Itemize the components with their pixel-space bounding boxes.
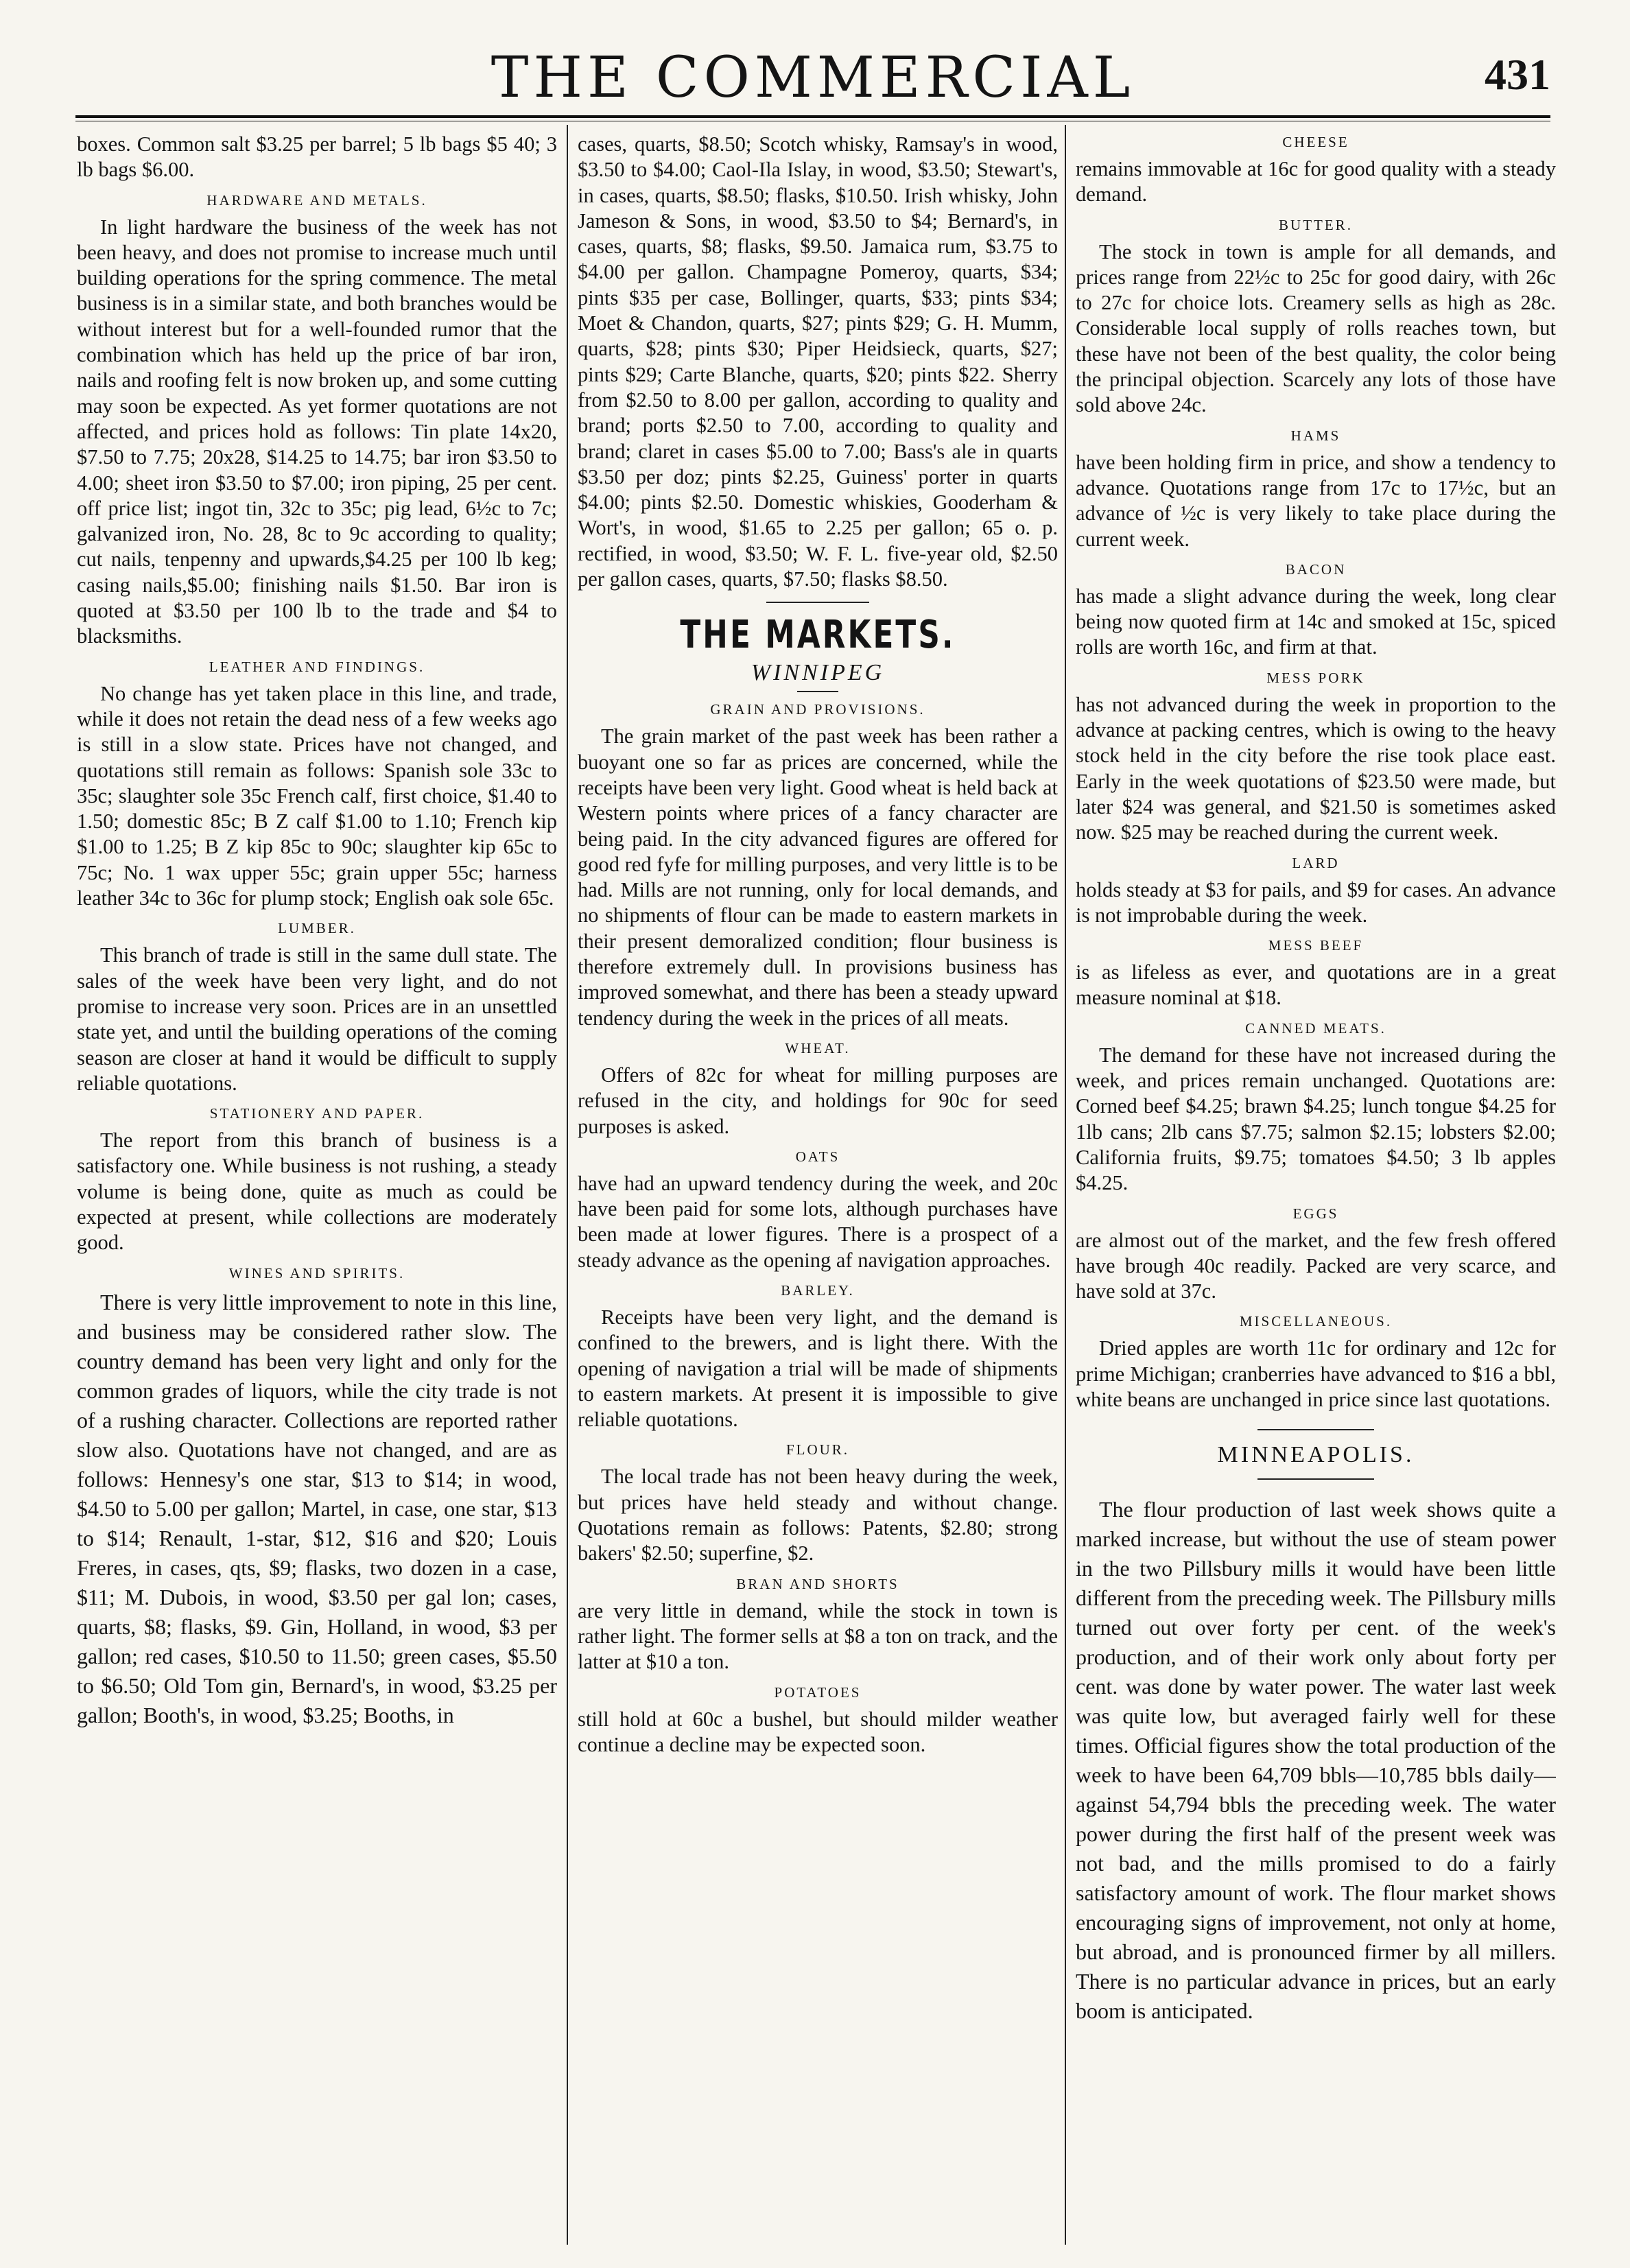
section-heading-potatoes: POTATOES	[774, 1684, 862, 1701]
section-heading-miscellaneous: MISCELLANEOUS.	[1239, 1313, 1393, 1330]
markets-top-rule	[766, 602, 869, 603]
section-heading-mess-pork: MESS PORK	[1266, 669, 1365, 686]
article-lard: holds steady at $3 for pails, and $9 for cases. An advance is not improbable during the week.	[1076, 877, 1556, 927]
article-lumber: This branch of trade is still in the same dull state. The sales of the week have been very light, and do not promise to increase very soon. Prices are in an unsettled state yet, and until the building operations of the coming season are closer at hand it would be difficult to supply reliable quotations.	[77, 943, 557, 1095]
minneapolis-header	[1076, 1429, 1556, 1480]
publication-title: THE COMMERCIAL	[491, 45, 1135, 110]
article-grain: The grain market of the past week has been rather a buoyant one so far as prices are concerned, while the receipts have been very light. Good wheat is held back at Western points where prices of a fancy character are being paid. In the city advanced figures are offered for good red fyfe for milling purposes, and very little is to be had. Mills are not running, only for local demands, and no shipments of flour can be made to eastern markets in their present demoralized condition; flour business is therefore extremely dull. In provisions business has improved somewhat, and there has been a steady upward tendency during the week in the prices of all meats.	[578, 724, 1058, 1030]
section-heading-cheese: CHEESE	[1282, 134, 1349, 150]
markets-title: THE MARKETS.	[680, 613, 956, 658]
article-oats: have had an upward tendency during the week, and 20c have been paid for some lots, although purchases have been made at lower figures. There is a prospect of a steady advance as the opening af navigation approaches.	[578, 1171, 1058, 1272]
city-rule	[797, 691, 838, 692]
article-flour: The local trade has not been heavy during the week, but prices have held steady and without change. Quotations remain as follows: Patents, $2.80; strong bakers' $2.50; superfine, $2.	[578, 1465, 1058, 1566]
section-heading-bran: BRAN AND SHORTS	[736, 1575, 899, 1592]
article-minneapolis: The flour production of last week shows quite a marked increase, but without the use of steam power in the two Pillsbury mills it would have been little different from the preceding week. The Pillsbury mills turned out over forty per cent. of the week's production, and of their work only about forty per cent. was done by water power. The water last week was quite low, but averaged fairly well for these times. Official figures show the total production of the week to have been 64,709 bbls—10,785 bbls daily—against 54,794 bbls the preceding week. The water power during the first half of the present week was not bad, and the mills promised to do a fairly satisfactory amount of work. The flour market shows encouraging signs of improvement, not only at home, but abroad, and is pronounced firmer by all millers. There is no particular advance in prices, but an early boom is anticipated.	[1076, 1497, 1556, 2024]
column-3	[1076, 132, 1556, 2238]
article-mess-pork: has not advanced during the week in proportion to the advance at packing centres, which is owing to the heavy stock held in the city before the rise took place east. Early in the week quotations of $23.50 were made, but later $24 was general, and $21.50 is sometimes asked now. $25 may be reached during the current week.	[1076, 692, 1556, 844]
minneapolis-bottom-rule	[1257, 1478, 1374, 1480]
section-heading-barley: BARLEY.	[781, 1281, 855, 1299]
article-stationery: The report from this branch of business is a satisfactory one. While business is not rushing, a steady volume is being done, quite as much as could be expected at present, while collections are moderately good.	[77, 1129, 557, 1255]
article-wheat: Offers of 82c for wheat for milling purposes are refused in the city, and holdings for 90c for seed purposes is asked.	[578, 1063, 1058, 1138]
section-heading-flour: FLOUR.	[786, 1441, 850, 1458]
article-mess-beef: is as lifeless as ever, and quotations are in a great measure nominal at $18.	[1076, 960, 1556, 1010]
article-bacon: has made a slight advance during the week, long clear being now quoted firm at 14c and smoked at 15c, spiced rolls are worth 16c, and firm at that.	[1076, 584, 1556, 659]
minneapolis-title: MINNEAPOLIS.	[1217, 1442, 1415, 1468]
section-heading-grain: GRAIN AND PROVISIONS.	[710, 701, 925, 718]
section-heading-oats: OATS	[795, 1148, 840, 1165]
section-heading-leather: LEATHER AND FINDINGS.	[209, 658, 425, 675]
markets-header	[578, 602, 1058, 692]
article-miscellaneous: Dried apples are worth 11c for ordinary and 12c for prime Michigan; cranberries have advanced to $16 a bbl, white beans are unchanged in price since last quotations.	[1076, 1336, 1556, 1411]
section-heading-wheat: WHEAT.	[785, 1039, 851, 1056]
article-hams: have been holding firm in price, and show a tendency to advance. Quotations range from 17c to 17½c, but an advance of ½c is very likely to take place during the current week.	[1076, 450, 1556, 551]
article-continuation-wines: cases, quarts, $8.50; Scotch whisky, Ramsay's in wood, $3.50 to $4.00; Caol-Ila Islay, in wood, $3.50; Stewart's, in cases, quarts, $8.50; flasks, $10.50. Irish whisky, John Jameson & Sons, in wood, $3.50 to $4; Bernard's, in cases, quarts, $8; flasks, $9.50. Jamaica rum, $3.75 to $4.00 per gallon. Champagne Pomeroy, quarts, $34; pints $35 per case, Bollinger, quarts, $33; pints $34; Moet & Chandon, quarts, $27; pints $29; G. H. Mumm, quarts, $28; pints $30; Piper Heidsieck, quarts, $27; pints $29; Carte Blanche, quarts, $20; pints $22. Sherry from $2.50 to 8.00 per gallon, according to quality and brand; ports $2.50 to 7.00, according to quality and brand; claret in cases $5.00 to 7.00; Bass's ale in quarts $3.50 per doz; pints $2.25, Guiness' porter in quarts $4.00; pints $2.50. Domestic whiskies, Gooderham & Wort's, in wood, $1.65 to 2.25 per gallon; 65 o. p. rectified, in wood, $3.50; W. F. L. five-year old, $2.50 per gallon cases, quarts, $7.50; flasks $8.50.	[578, 132, 1058, 591]
section-heading-canned-meats: CANNED MEATS.	[1245, 1019, 1386, 1037]
column-divider-1	[567, 125, 568, 2245]
article-bran: are very little in demand, while the stock in town is rather light. The former sells at $8 a ton on track, and the latter at $10 a ton.	[578, 1598, 1058, 1674]
section-heading-lumber: LUMBER.	[278, 920, 356, 937]
section-heading-stationery: STATIONERY AND PAPER.	[209, 1105, 425, 1122]
article-hardware: In light hardware the business of the week has not been heavy, and does not promise to increase much until building operations for the spring commence. The metal business is in a similar state, and both branches would be without interest but for a well-founded rumor that the combination which has held up the price of bar iron, nails and roofing felt is now broken up, and some cutting may soon be expected. As yet former quotations are not affected, and prices hold as follows: Tin plate 14x20, $7.50 to 7.75; 20x28, $14.25 to 14.75; bar iron $3.50 to 4.00; sheet iron $3.50 to $7.00; iron piping, 25 per cent. off price list; ingot tin, 32c to 35c; pig lead, 6½c to 7c; galvanized iron, No. 28, 8c to 9c according to quality; cut nails, tenpenny and upwards,$4.25 per 100 lb keg; casing nails,$5.00; finishing nails $1.50. Bar iron is quoted at $3.50 per 100 lb to the trade and $4 to blacksmiths.	[77, 215, 557, 648]
column-divider-2	[1065, 125, 1066, 2245]
article-cheese: remains immovable at 16c for good quality with a steady demand.	[1076, 157, 1556, 206]
column-1	[77, 132, 557, 2238]
article-barley: Receipts have been very light, and the demand is confined to the brewers, and is light there. With the opening of navigation a trial will be made of shipments to eastern markets. At present it is impossible to give reliable quotations.	[578, 1305, 1058, 1432]
section-heading-eggs: EGGS	[1292, 1205, 1339, 1222]
section-heading-hardware: HARDWARE AND METALS.	[206, 191, 427, 209]
page-number: 431	[1485, 50, 1550, 99]
article-canned-meats: The demand for these have not increased during the week, and prices remain unchanged. Quotations are: Corned beef $4.25; brawn $4.25; lunch tongue $4.25 for 1lb cans; 2lb cans $7.75; salmon $2.15; lobsters $2.00; California fruits, $9.75; tomatoes $4.50; 3 lb apples $4.25.	[1076, 1043, 1556, 1195]
section-heading-wines: WINES AND SPIRITS.	[228, 1264, 405, 1281]
section-heading-mess-beef: MESS BEEF	[1268, 937, 1364, 954]
article-wines: There is very little improvement to note in this line, and business may be considered rather slow. The country demand has been very light and only for the common grades of liquors, while the city trade is not of a rushing character. Collections are reported rather slow also. Quotations have not changed, and are as follows: Hennesy's one star, $13 to $14; in wood, $4.50 to 5.00 per gallon; Martel, in case, one star, $13 to $14; Renault, 1-star, $12, $16 and $20; Louis Freres, in cases, qts, $9; flasks, two dozen in a case, $11; M. Dubois, in wood, $3.50 per gal lon; cases, quarts, $8; flasks, $9. Gin, Holland, in wood, $3 per gallon; red cases, $10.50 to 11.50; green cases, $5.50 to $6.50; Old Tom gin, Bernard's, in wood, $3.25 per gallon; Booth's, in wood, $3.25; Booths, in	[77, 1289, 557, 1727]
column-2	[578, 132, 1058, 2238]
article-eggs: are almost out of the market, and the few fresh offered have brough 40c readily. Packed are very scarce, and have sold at 37c.	[1076, 1228, 1556, 1303]
article-butter: The stock in town is ample for all demands, and prices range from 22½c to 25c for good dairy, with 26c to 27c for choice lots. Creamery sells as high as 28c. Considerable local supply of rolls reaches town, but these have not been of the best quality, the color being the principal objection. Scarcely any lots of those have sold above 24c.	[1076, 239, 1556, 417]
masthead-rule-thick	[75, 115, 1550, 118]
markets-city: WINNIPEG	[751, 660, 885, 686]
section-heading-bacon: BACON	[1285, 560, 1347, 578]
section-heading-butter: BUTTER.	[1279, 216, 1353, 233]
article-potatoes: still hold at 60c a bushel, but should milder weather continue a decline may be expected soon.	[578, 1707, 1058, 1756]
masthead	[75, 40, 1550, 115]
section-heading-lard: LARD	[1292, 854, 1340, 871]
minneapolis-top-rule	[1257, 1429, 1374, 1430]
section-heading-hams: HAMS	[1290, 427, 1341, 444]
article-continuation: boxes. Common salt $3.25 per barrel; 5 lb bags $5 40; 3 lb bags $6.00.	[77, 132, 557, 182]
article-leather: No change has yet taken place in this line, and trade, while it does not retain the dead ness of a few weeks ago is still in a slow state. Prices have not changed, and quotations still remain as follows: Spanish sole 33c to 35c; slaughter sole 35c French calf, first choice, $1.40 to 1.50; domestic 85c; B Z calf $1.00 to 1.10; French kip $1.00 to 1.25; B Z kip 85c to 90c; slaughter kip 65c to 75c; No. 1 wax upper 55c; grain upper 55c; harness leather 34c to 36c for plump stock; English oak sole 65c.	[77, 681, 557, 910]
